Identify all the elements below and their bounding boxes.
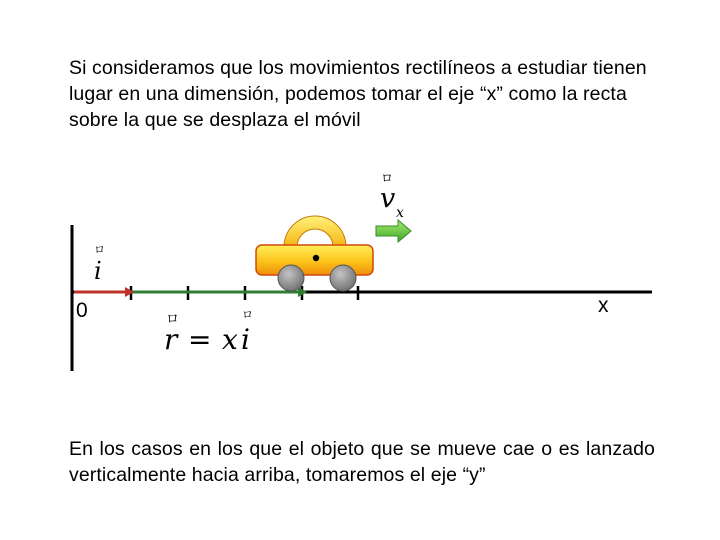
car-wheel-rear: [278, 265, 304, 291]
car-cabin: [284, 216, 346, 247]
outro-text: En los casos en los que el objeto que se mueve cae o es lanzado verticalmente hacia arriba, tomaremos el eje “y”: [69, 438, 655, 486]
car: [256, 216, 373, 291]
velocity-label: v: [380, 183, 396, 214]
position-equation-unit: i: [241, 323, 250, 356]
position-equation-scalar: x: [222, 323, 238, 356]
velocity-arrow: [376, 220, 411, 242]
position-vector-marker: ロ: [166, 312, 180, 327]
position-equation-lhs: r: [164, 323, 178, 356]
unit-vector-label: i: [94, 257, 102, 285]
velocity-marker: ロ: [381, 171, 394, 185]
car-center-dot: [313, 255, 319, 261]
position-equation-equals: =: [188, 323, 212, 356]
unit-vector-arrowhead: [125, 287, 134, 297]
origin-label: 0: [76, 299, 88, 322]
car-wheel-front: [330, 265, 356, 291]
velocity-subscript: x: [396, 205, 404, 221]
x-axis-label: x: [598, 294, 609, 317]
unit-vector-marker: ロ: [94, 243, 105, 256]
position-unit-marker: ロ: [242, 308, 253, 321]
intro-text: Si consideramos que los movimientos rectilíneos a estudiar tienen lugar en una dimensión, podemos tomar el eje “x” como la recta sobre la que se desplaza el móvil: [69, 57, 647, 131]
